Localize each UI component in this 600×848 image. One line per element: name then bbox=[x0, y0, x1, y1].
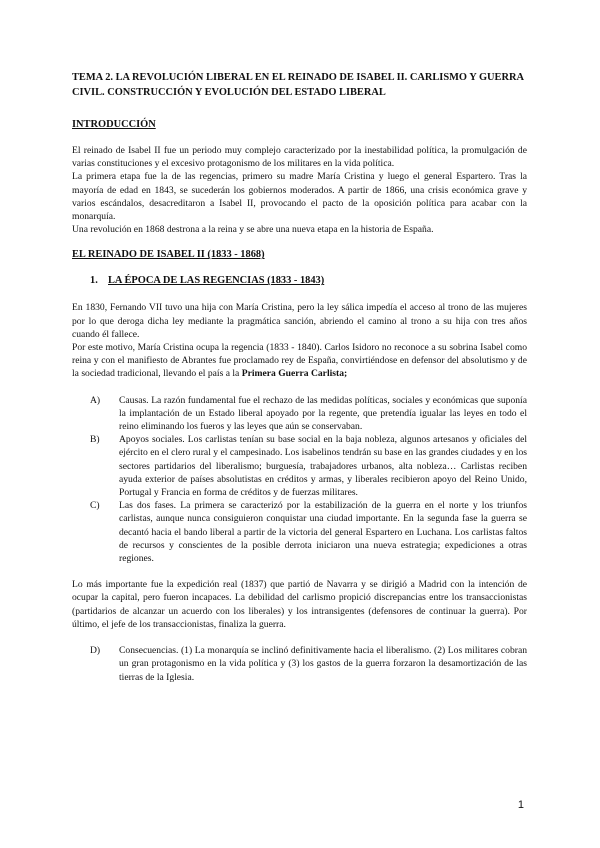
subheading-number: 1. bbox=[90, 275, 98, 287]
reign-heading: EL REINADO DE ISABEL II (1833 - 1868) bbox=[72, 249, 265, 261]
regencies-paragraph-1: En 1830, Fernando VII tuvo una hija con María Cristina, pero la ley sálica impedía el acceso al trono de las mujeres por lo que deroga dicha ley mediante la pragmática sanción, abriendo el camino al trono a su hija con tres años cuando él fallece. bbox=[72, 302, 527, 340]
list-text: Causas. La razón fundamental fue el rechazo de las medidas políticas, sociales y económicas que suponía la implantación de un Estado liberal apoyado por la regente, que pretendía igualar las leyes en todo el reino eliminando los fueros y las leyes que aún se conservaban. bbox=[119, 394, 527, 433]
list-text: Consecuencias. (1) La monarquía se inclinó definitivamente hacia el liberalismo. (2) Los militares cobran un gran protagonismo en la vida política y (3) los gastos de la guerra forzaron la desamortización de las tierras de la Iglesia. bbox=[119, 645, 527, 683]
list-marker: B) bbox=[90, 434, 100, 446]
document-page bbox=[72, 70, 527, 684]
list-item bbox=[72, 394, 527, 434]
consequences-list bbox=[72, 644, 527, 684]
list-marker: C) bbox=[90, 500, 100, 512]
first-carlist-war-label: Primera Guerra Carlista; bbox=[241, 368, 348, 380]
intro-paragraph-2: La primera etapa fue la de las regencias, primero su madre María Cristina y luego el general Espartero. Tras la mayoría de edad en 1843, se sucederán los gobiernos moderados. A partir de 1866, una crisis económica grave y varios escándalos, desacreditaron a Isabel II, provocando el pacto de la oposición política para acabar con la monarquía. bbox=[72, 171, 527, 223]
intro-heading: INTRODUCCIÓN bbox=[72, 119, 156, 130]
list-marker: A) bbox=[90, 394, 101, 406]
regencies-paragraph-2 bbox=[72, 341, 527, 381]
page-number: 1 bbox=[517, 799, 524, 811]
royal-expedition-paragraph: Lo más importante fue la expedición real (1837) que partió de Navarra y se dirigió a Madrid con la intención de ocupar la capital, pero fueron incapaces. La debilidad del carlismo propició discrepancias entre los transaccionistas (partidarios de alcanzar un acuerdo con los liberales) y los intransigentes (defensores de continuar la guerra). Por último, el jefe de los transaccionistas, finaliza la guerra. bbox=[72, 579, 527, 630]
list-text: Las dos fases. La primera se caracterizó por la estabilización de la guerra en el norte y los triunfos carlistas, aunque nunca consiguieron conquistar una ciudad importante. En la segunda fase la guerra se decantó hacia el bando liberal a partir de la victoria del general Espartero en Luchana. Los carlistas faltos de recursos y conscientes de la posible derrota iniciaron una nueva estrategia; expediciones a otras regiones. bbox=[119, 500, 527, 565]
intro-paragraph-3: Una revolución en 1868 destrona a la reina y se abre una nueva etapa en la historia de España. bbox=[72, 224, 434, 236]
regencies-subheading bbox=[72, 274, 527, 288]
list-text: Apoyos sociales. Los carlistas tenían su base social en la baja nobleza, algunos artesanos y oficiales del ejército en el clero rural y el campesinado. Los isabelinos tendrán su base en las grandes ciudades y en los sectores partidarios del liberalismo; burguesía, trabajadores urbanos, alta nobleza… Carlistas reciben ayuda exterior de países absolutistas en créditos y armas, y liberales recibieron apoyo del Reino Unido, Portugal y Francia en forma de créditos y de fuerzas militares. bbox=[119, 434, 527, 499]
regencies-paragraph-2-text: Por este motivo, María Cristina ocupa la regencia (1833 - 1840). Carlos Isidoro no reconoce a su sobrina Isabel como reina y con el manifiesto de Abrantes fue proclamado rey de España, convirtiéndose en defensor del absolutismo y de la sociedad tradicional, llevando el país a la bbox=[72, 342, 527, 380]
list-item bbox=[72, 499, 527, 565]
document-title: TEMA 2. LA REVOLUCIÓN LIBERAL EN EL REINADO DE ISABEL II. CARLISMO Y GUERRA CIVIL. CONSTRUCCIÓN Y EVOLUCIÓN DEL ESTADO LIBERAL bbox=[72, 72, 524, 98]
list-item bbox=[72, 433, 527, 499]
subheading-text: LA ÉPOCA DE LAS REGENCIAS (1833 - 1843) bbox=[108, 275, 325, 287]
list-marker: D) bbox=[90, 645, 101, 657]
intro-paragraph-1: El reinado de Isabel II fue un periodo muy complejo caracterizado por la inestabilidad política, la promulgación de varias constituciones y el excesivo protagonismo de los militares en la vida política. bbox=[72, 145, 527, 170]
list-item bbox=[72, 644, 527, 684]
carlist-war-list bbox=[72, 394, 527, 566]
